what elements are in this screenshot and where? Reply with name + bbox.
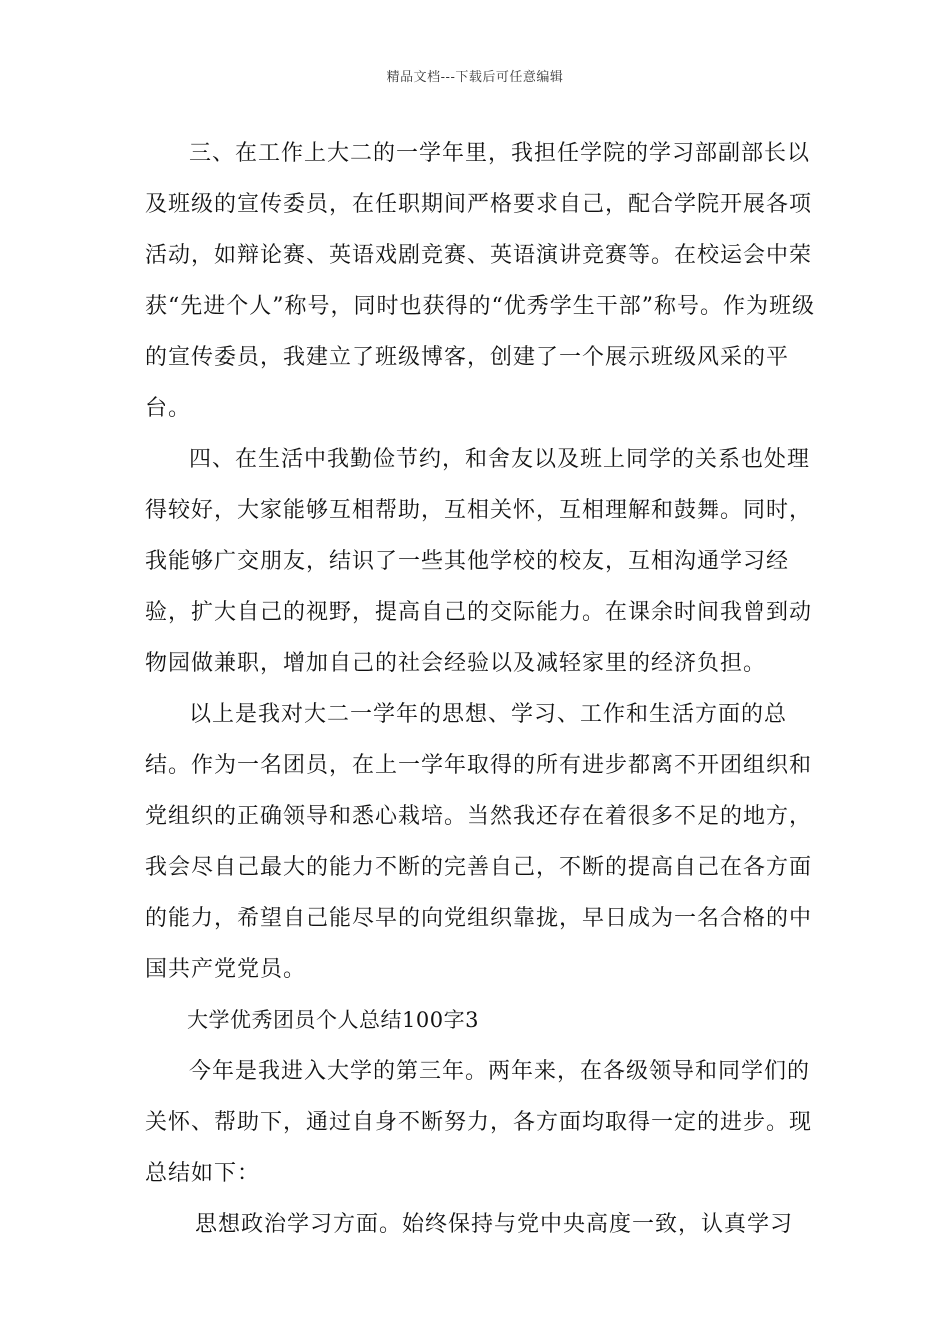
paragraph-intro: 今年是我进入大学的第三年。两年来，在各级领导和同学们的关怀、帮助下，通过自身不断努力，各方面均取得一定的进步。现总结如下： [145,1059,813,1186]
paragraph-political-study: 思想政治学习方面。始终保持与党中央高度一致，认真学习 [195,1212,794,1237]
paragraph-work: 三、在工作上大二的一学年里，我担任学院的学习部副部长以及班级的宣传委员，在任职期间严格要求自己，配合学院开展各项活动，如辩论赛、英语戏剧竞赛、英语演讲竞赛等。在校运会中荣获“先进个人”称号，同时也获得的“优秀学生干部”称号。作为班级的宣传委员，我建立了班级博客，创建了一个展示班级风采的平台。 [145,141,815,421]
section-title: 大学优秀团员个人总结100字3 [187,1008,479,1032]
page-header: 精品文档---下载后可任意编辑 [386,70,564,85]
paragraph-summary: 以上是我对大二一学年的思想、学习、工作和生活方面的总结。作为一名团员，在上一学年取得的所有进步都离不开团组织和党组织的正确领导和悉心栽培。当然我还存在着很多不足的地方，我会尽自己最大的能力不断的完善自己，不断的提高自己在各方面的能力，希望自己能尽早的向党组织靠拢，早日成为一名合格的中国共产党党员。 [145,702,813,982]
document-body [145,128,815,1250]
paragraph-life: 四、在生活中我勤俭节约，和舍友以及班上同学的关系也处理得较好，大家能够互相帮助，互相关怀，互相理解和鼓舞。同时，我能够广交朋友，结识了一些其他学校的校友，互相沟通学习经验，扩大自己的视野，提高自己的交际能力。在课余时间我曾到动物园做兼职，增加自己的社会经验以及减轻家里的经济负担。 [145,447,813,676]
